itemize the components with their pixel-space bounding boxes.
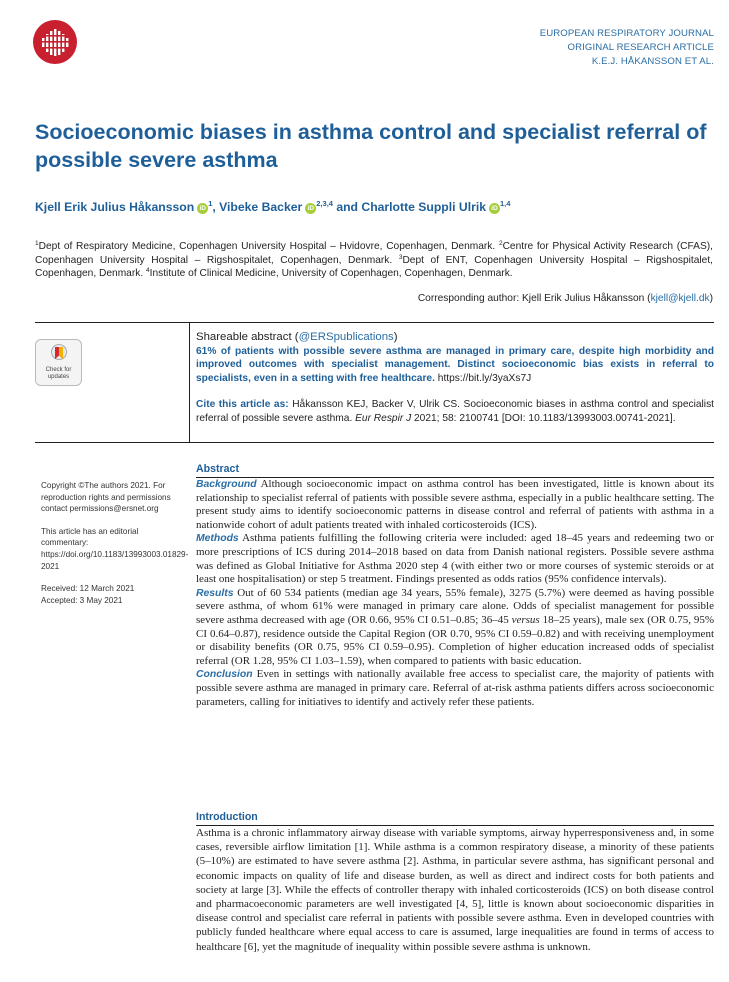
divider-top — [35, 322, 714, 323]
introduction-text: Asthma is a chronic inflammatory airway disease with variable symptoms, airway hyperresponsiveness and, in some cases, reversible airflow limitation [1]. While asthma is a common respiratory disease, a minority of these patients (5–10%) are estimated to have severe asthma [2]. Asthma, in particular severe asthma, has significant personal and economic impacts on quality of life and disease burden, as well as direct and indirect costs for both patients and society at large [3]. While the effects of controller therapy with inhaled corticosteroids (ICS) on both disease control and pharmacoeconomic parameters are well investigated [4, 5], little is known about socioeconomic disparities in disease control and specialist care referral in patients with possible severe asthma. Even in developed countries with publicly funded healthcare where equal access to care is assumed, large inequalities are found in terms of access to healthcare [6], yet the magnitude of inequality within possible severe asthma is unknown. — [196, 827, 714, 953]
running-authors: K.E.J. HÅKANSSON ET AL. — [591, 56, 714, 67]
shareable-handle[interactable]: @ERSpublications — [298, 331, 394, 343]
running-header — [540, 27, 714, 69]
conclusion-label: Conclusion — [196, 669, 253, 681]
introduction-heading: Introduction — [196, 811, 258, 823]
check-for-updates-button[interactable] — [35, 339, 82, 386]
author-affil-ref: 2,3,4 — [316, 199, 333, 208]
orcid-icon[interactable]: iD — [489, 203, 500, 214]
author-name[interactable]: Vibeke Backer — [219, 200, 303, 214]
shareable-abstract: Shareable abstract (@ERSpublications) 61% of patients with possible severe asthma are managed in primary care, despite high morbidity and improved outcomes with specialist management. Distinct socioeconomic bias exists in referral to specialists, even in a setting with free healthcare. https://bit.ly/3yaXs7J — [196, 331, 714, 384]
author-separator: , — [212, 200, 220, 214]
results-text-b: 18–25 years), male sex (OR 0.75, 95% CI 0.64–0.87), residence outside the Capital Region (OR 0.70, 95% CI 0.59–0.82) and with receiving unemployment or disability benefits (OR 0.75, 95% CI 0.59–0.95). Completion of higher education increased odds of specialist referral (OR 1.28, 95% CI 1.03–1.59), when compared to patients with basic education. — [196, 613, 715, 667]
abstract-body — [196, 478, 714, 709]
article-title: Socioeconomic biases in asthma control and specialist referral of possible severe asthma — [35, 120, 707, 172]
divider-vertical — [189, 322, 190, 442]
author-affil-ref: 1 — [208, 199, 213, 208]
author-name[interactable]: Kjell Erik Julius Håkansson — [35, 200, 195, 214]
results-text-a: Out of 60 534 patients (median age 34 years, 55% female), 3275 (5.7%) were deemed as having possible severe asthma, of whom 61% were managed in primary care alone. Odds of specialist management for possible severe asthma decreased with age (OR 0.66, 95% CI 0.51–0.85; 36–45 — [196, 586, 714, 626]
cite-details: 2021; 58: 2100741 [DOI: 10.1183/13993003.00741-2021]. — [414, 412, 676, 424]
shareable-link[interactable]: https://bit.ly/3yaXs7J — [437, 372, 532, 384]
abstract-methods — [196, 532, 714, 586]
affiliation-4: Institute of Clinical Medicine, University of Copenhagen, Copenhagen, Denmark. — [149, 268, 513, 280]
results-versus: versus — [511, 613, 540, 626]
article-type: ORIGINAL RESEARCH ARTICLE — [567, 42, 714, 53]
author-name[interactable]: Charlotte Suppli Ulrik — [361, 200, 487, 214]
corresponding-author: Corresponding author: Kjell Erik Julius Håkansson (kjell@kjell.dk) — [417, 293, 713, 304]
abstract-conclusion — [196, 668, 714, 709]
conclusion-text: Even in settings with nationally available free access to specialist care, the majority of patients with possible severe asthma are managed in primary care. Referral of at-risk asthma patients differs across socioeconomic parameters, calling for initiatives to identify and actively refer these patients. — [196, 668, 715, 708]
affiliation-3: Dept of ENT, Copenhagen University Hospital – Rigshospitalet, Copenhagen, Denmark. — [35, 254, 713, 280]
shareable-heading: Shareable abstract — [196, 331, 292, 343]
check-updates-line2: updates — [47, 374, 70, 380]
divider-middle — [35, 442, 714, 443]
abstract-heading: Abstract — [196, 463, 239, 475]
author-separator: and — [332, 200, 362, 214]
corresponding-label: Corresponding author: Kjell Erik Julius Håkansson — [417, 293, 645, 304]
sidebar — [41, 480, 189, 606]
shareable-body: 61% of patients with possible severe asthma are managed in primary care, despite high morbidity and improved outcomes with specialist management. Distinct socioeconomic bias exists in referral to specialists, even in a setting with free healthcare. — [196, 345, 714, 384]
orcid-icon[interactable]: iD — [197, 203, 208, 214]
background-label: Background — [196, 479, 257, 490]
bookmark-icon — [50, 344, 68, 366]
accepted-date: Accepted: 3 May 2021 — [41, 595, 123, 605]
copyright-note: Copyright ©The authors 2021. For reproduction rights and permissions contact permissions@ersnet.org — [41, 481, 171, 514]
abstract-background — [196, 478, 714, 532]
author-affil-ref: 1,4 — [500, 199, 511, 208]
check-updates-line1: Check for — [45, 367, 72, 373]
cite-text: Håkansson KEJ, Backer V, Ulrik CS. Socioeconomic biases in asthma control and specialist referral of possible severe asthma. — [196, 399, 714, 424]
journal-logo — [33, 20, 77, 64]
affiliation-2: Centre for Physical Activity Research (CFAS), Copenhagen University Hospital – Rigshospitalet, Copenhagen, Denmark. — [35, 241, 713, 266]
background-text: Although socioeconomic impact on asthma control has been investigated, little is known about its relationship to specialist referral of patients with possible severe asthma, especially in a public healthcare setting. The present study aims to identify socioeconomic patterns in disease control and referral of patients with asthma in a nationwide cohort of adult patients treated with inhaled corticosteroids (ICS). — [196, 478, 714, 531]
methods-label: Methods — [196, 533, 239, 545]
corresponding-email[interactable]: kjell@kjell.dk — [650, 293, 710, 304]
journal-name: EUROPEAN RESPIRATORY JOURNAL — [539, 28, 714, 39]
affiliation-1: Dept of Respiratory Medicine, Copenhagen University Hospital – Hvidovre, Copenhagen, Denmark. — [38, 241, 496, 252]
methods-text: Asthma patients fulfilling the following criteria were included: aged 18–45 years and redeeming two or more prescriptions of ICS during 2014–2018 based on data from Danish national registers. Possible severe asthma was defined as Global Initiative for Asthma 2020 step 4 (with either two or more courses of systemic steroids or at least one hospitalisation) or step 5 treatment. Findings presented as odds ratios (95% confidence intervals). — [196, 532, 714, 586]
results-label: Results — [196, 587, 234, 599]
cite-label: Cite this article as: — [196, 399, 289, 410]
citation — [196, 398, 714, 425]
cite-journal: Eur Respir J — [355, 412, 412, 424]
affiliations: $^1$Dept of Respiratory Medicine, Copenhagen University Hospital – Hvidovre, Copenhagen, Denmark. $^2$Centre for Physical Activity Research (CFAS), Copenhagen University Hospital – Rigshospitalet, Copenhagen, Denmark. $^3$Dept of ENT, Copenhagen University Hospital – Rigshospitalet, Copenhagen, Denmark. $^4$Institute of Clinical Medicine, University of Copenhagen, Copenhagen, Denmark. — [35, 240, 713, 280]
orcid-icon[interactable]: iD — [305, 203, 316, 214]
abstract-results — [196, 587, 714, 669]
author-list — [35, 200, 510, 214]
editorial-note[interactable]: This article has an editorial commentary: https://doi.org/10.1183/13993003.01829-2021 — [41, 526, 189, 571]
received-date: Received: 12 March 2021 — [41, 584, 135, 594]
